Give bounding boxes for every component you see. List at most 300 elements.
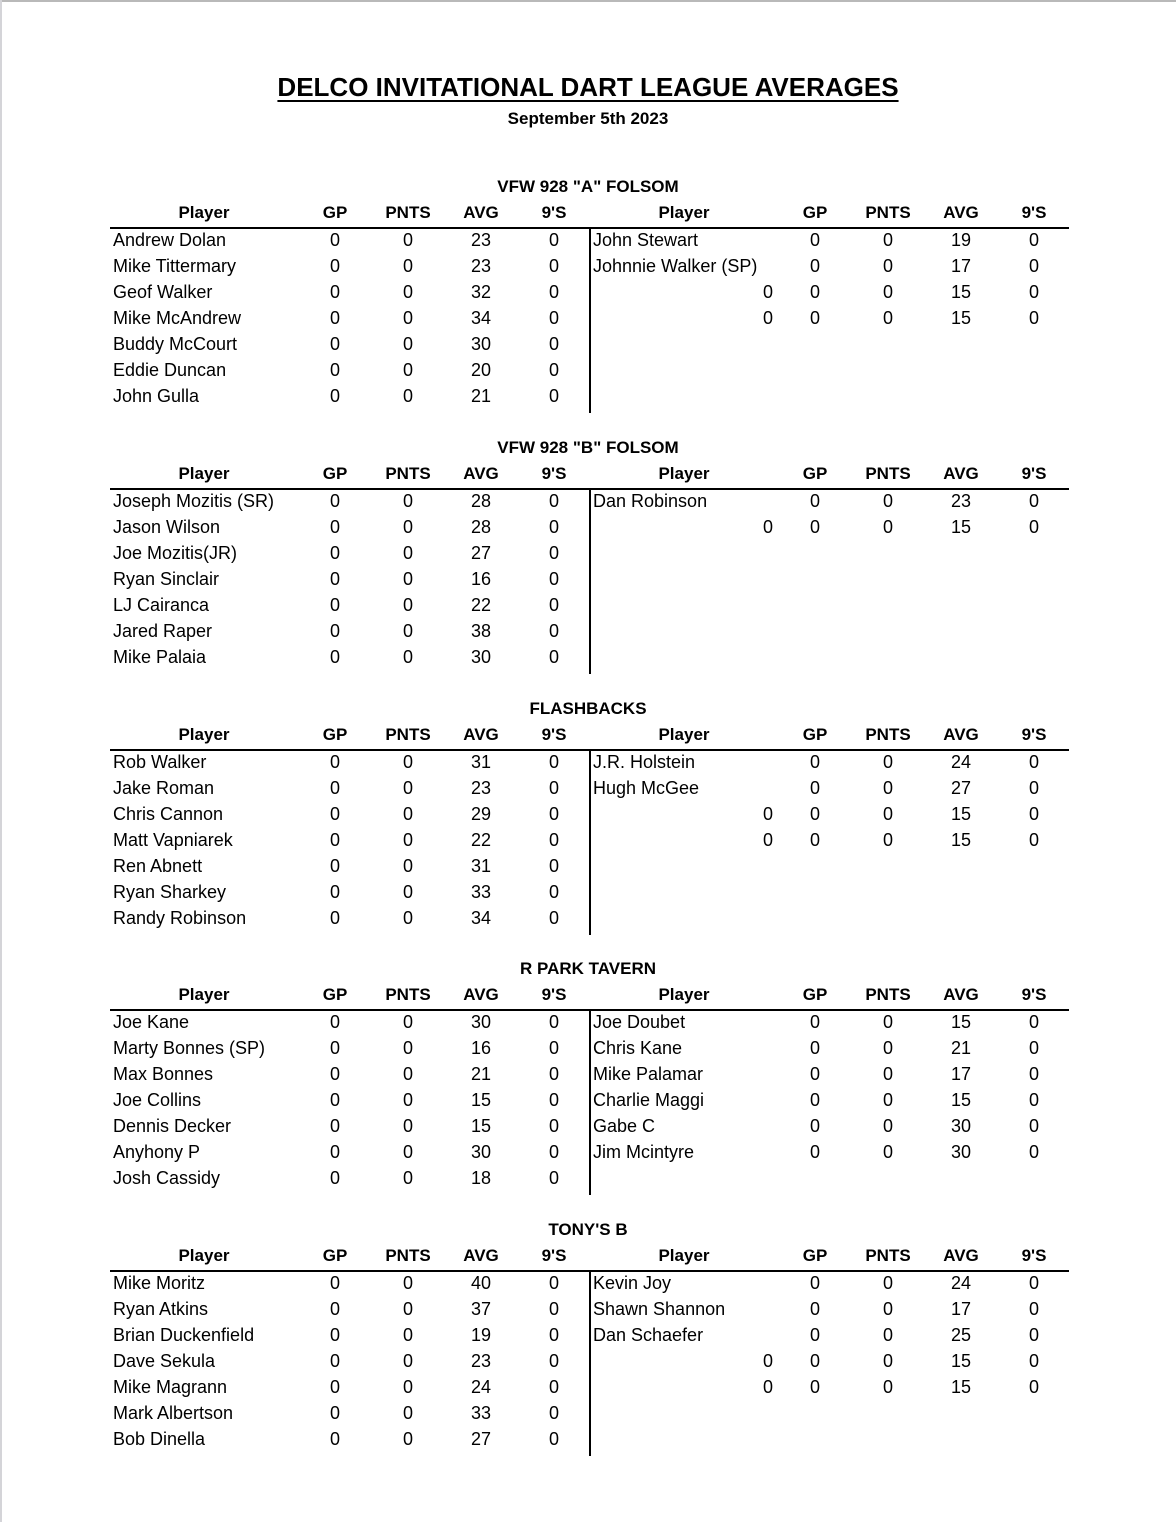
stat-gp: 0: [329, 1168, 340, 1188]
column-header-player: Player: [658, 725, 710, 744]
stat-pnts: 0: [402, 230, 413, 250]
stat-avg: 32: [470, 282, 492, 302]
column-header-avg: AVG: [943, 464, 979, 483]
stat-avg: 24: [950, 752, 972, 772]
stat-avg: 17: [950, 1299, 972, 1319]
stat-avg: 23: [950, 491, 972, 511]
stat-gp: 0: [809, 830, 820, 850]
team-name: FLASHBACKS: [529, 699, 647, 718]
stat-gp: 0: [809, 1116, 820, 1136]
stat-avg: 15: [950, 308, 972, 328]
player-name: Ren Abnett: [113, 856, 203, 876]
player-name: Johnnie Walker (SP): [593, 256, 758, 276]
stat-gp: 0: [329, 647, 340, 667]
stat-avg: 23: [470, 230, 492, 250]
stat-pnts: 0: [882, 1351, 893, 1371]
stat-gp: 0: [329, 569, 340, 589]
column-header-player: Player: [178, 725, 230, 744]
stat-pnts: 0: [402, 595, 413, 615]
stat-avg: 22: [470, 595, 492, 615]
stat-nines: 0: [1028, 830, 1039, 850]
stat-pnts: 0: [882, 1142, 893, 1162]
stat-avg: 15: [950, 1377, 972, 1397]
stat-gp: 0: [329, 752, 340, 772]
stat-avg: 29: [470, 804, 492, 824]
stat-gp: 0: [329, 882, 340, 902]
team-name: VFW 928 "B" FOLSOM: [497, 438, 679, 457]
stat-pnts: 0: [402, 752, 413, 772]
column-header-avg: AVG: [463, 464, 499, 483]
stat-gp: 0: [329, 386, 340, 406]
stat-avg: 15: [950, 1012, 972, 1032]
team-section: [0, 959, 1176, 1219]
stat-gp: 0: [329, 1273, 340, 1293]
stat-pnts: 0: [402, 491, 413, 511]
player-name: Mike Palaia: [113, 647, 207, 667]
stat-pnts: 0: [402, 1351, 413, 1371]
column-header-pnts: PNTS: [385, 203, 431, 222]
stat-avg: 34: [470, 908, 492, 928]
column-header-avg: AVG: [943, 203, 979, 222]
player-name: Chris Cannon: [113, 804, 224, 824]
stat-pnts: 0: [882, 830, 893, 850]
stat-gp: 0: [329, 1116, 340, 1136]
column-header-avg: AVG: [463, 203, 499, 222]
stat-avg: 22: [470, 830, 492, 850]
stat-nines: 0: [548, 1299, 559, 1319]
column-header-gp: GP: [322, 725, 348, 744]
player-name: John Gulla: [113, 386, 200, 406]
player-name: Ryan Sinclair: [113, 569, 220, 589]
team-section: [0, 177, 1176, 437]
player-name: Brian Duckenfield: [113, 1325, 255, 1345]
stat-gp: 0: [809, 1064, 820, 1084]
stat-nines: 0: [1028, 1299, 1039, 1319]
stat-nines: 0: [1028, 1038, 1039, 1058]
column-header-pnts: PNTS: [865, 725, 911, 744]
column-header-pnts: PNTS: [865, 464, 911, 483]
stat-avg: 21: [950, 1038, 972, 1058]
stat-gp: 0: [329, 491, 340, 511]
column-header-avg: AVG: [943, 725, 979, 744]
column-divider: [589, 1011, 591, 1195]
column-divider: [589, 751, 591, 935]
stat-nines: 0: [548, 621, 559, 641]
column-header-pnts: PNTS: [865, 985, 911, 1004]
stat-gp: 0: [329, 360, 340, 380]
player-name-placeholder: 0: [762, 517, 773, 537]
stat-gp: 0: [329, 1090, 340, 1110]
stat-gp: 0: [809, 256, 820, 276]
stat-avg: 40: [470, 1273, 492, 1293]
stat-gp: 0: [809, 1377, 820, 1397]
column-divider: [589, 1272, 591, 1456]
stat-pnts: 0: [402, 1038, 413, 1058]
stat-avg: 23: [470, 778, 492, 798]
stat-pnts: 0: [402, 1012, 413, 1032]
column-header-avg: AVG: [463, 1246, 499, 1265]
stat-nines: 0: [1028, 1142, 1039, 1162]
stat-nines: 0: [548, 1403, 559, 1423]
stat-pnts: 0: [882, 308, 893, 328]
stat-pnts: 0: [882, 1012, 893, 1032]
stat-gp: 0: [329, 543, 340, 563]
stat-avg: 15: [950, 1351, 972, 1371]
stat-gp: 0: [329, 621, 340, 641]
player-name: Matt Vapniarek: [113, 830, 233, 850]
stat-avg: 31: [470, 856, 492, 876]
player-name: Jared Raper: [113, 621, 213, 641]
document-date: September 5th 2023: [507, 109, 669, 128]
player-name: Mike Tittermary: [113, 256, 237, 276]
player-name: Josh Cassidy: [113, 1168, 221, 1188]
column-header-player: Player: [658, 1246, 710, 1265]
player-name: Gabe C: [593, 1116, 656, 1136]
stat-pnts: 0: [402, 569, 413, 589]
stat-gp: 0: [329, 595, 340, 615]
stat-nines: 0: [548, 334, 559, 354]
stat-gp: 0: [809, 1012, 820, 1032]
stat-gp: 0: [329, 282, 340, 302]
player-name: Joe Collins: [113, 1090, 202, 1110]
stat-nines: 0: [548, 804, 559, 824]
stat-avg: 15: [950, 1090, 972, 1110]
stat-nines: 0: [548, 1273, 559, 1293]
column-header-nines: 9'S: [541, 203, 567, 222]
stat-nines: 0: [548, 778, 559, 798]
stat-pnts: 0: [402, 1273, 413, 1293]
stat-gp: 0: [329, 1038, 340, 1058]
stat-gp: 0: [329, 1377, 340, 1397]
stat-nines: 0: [548, 543, 559, 563]
column-header-gp: GP: [802, 1246, 828, 1265]
stat-nines: 0: [1028, 1325, 1039, 1345]
stat-avg: 27: [470, 1429, 492, 1449]
column-header-player: Player: [658, 464, 710, 483]
stat-avg: 17: [950, 1064, 972, 1084]
stat-pnts: 0: [402, 1116, 413, 1136]
column-header-nines: 9'S: [1021, 725, 1047, 744]
stat-avg: 15: [950, 830, 972, 850]
player-name: Mike Moritz: [113, 1273, 206, 1293]
stat-pnts: 0: [402, 804, 413, 824]
stat-pnts: 0: [402, 1429, 413, 1449]
stat-gp: 0: [809, 1351, 820, 1371]
stat-pnts: 0: [402, 778, 413, 798]
stat-nines: 0: [1028, 230, 1039, 250]
stat-avg: 28: [470, 517, 492, 537]
player-name: John Stewart: [593, 230, 699, 250]
player-name: Joe Mozitis(JR): [113, 543, 238, 563]
column-header-gp: GP: [322, 1246, 348, 1265]
player-name: Rob Walker: [113, 752, 207, 772]
stat-pnts: 0: [402, 256, 413, 276]
stat-avg: 37: [470, 1299, 492, 1319]
column-header-gp: GP: [322, 464, 348, 483]
column-header-pnts: PNTS: [385, 1246, 431, 1265]
stat-pnts: 0: [402, 386, 413, 406]
column-header-player: Player: [658, 203, 710, 222]
column-header-avg: AVG: [943, 1246, 979, 1265]
player-name: Jake Roman: [113, 778, 215, 798]
stat-avg: 30: [470, 647, 492, 667]
column-header-nines: 9'S: [541, 725, 567, 744]
player-name: Ryan Sharkey: [113, 882, 227, 902]
stat-nines: 0: [548, 595, 559, 615]
player-name: Buddy McCourt: [113, 334, 238, 354]
stat-nines: 0: [548, 230, 559, 250]
player-name: Kevin Joy: [593, 1273, 672, 1293]
player-name: Mike McAndrew: [113, 308, 242, 328]
stat-gp: 0: [809, 778, 820, 798]
player-name-placeholder: 0: [762, 308, 773, 328]
stat-gp: 0: [329, 1299, 340, 1319]
stat-nines: 0: [548, 1116, 559, 1136]
stat-pnts: 0: [882, 491, 893, 511]
stat-pnts: 0: [402, 1090, 413, 1110]
stat-nines: 0: [1028, 308, 1039, 328]
stat-nines: 0: [1028, 256, 1039, 276]
player-name-placeholder: 0: [762, 830, 773, 850]
stat-avg: 23: [470, 1351, 492, 1371]
stat-nines: 0: [548, 1038, 559, 1058]
player-name: Dennis Decker: [113, 1116, 232, 1136]
stat-gp: 0: [809, 1090, 820, 1110]
player-name: Dave Sekula: [113, 1351, 216, 1371]
stat-avg: 16: [470, 569, 492, 589]
stat-gp: 0: [809, 282, 820, 302]
stat-avg: 33: [470, 882, 492, 902]
player-name: Jason Wilson: [113, 517, 221, 537]
stat-gp: 0: [329, 1012, 340, 1032]
stat-gp: 0: [809, 230, 820, 250]
column-header-nines: 9'S: [541, 464, 567, 483]
player-name: Mike Magrann: [113, 1377, 228, 1397]
stat-pnts: 0: [402, 908, 413, 928]
stat-nines: 0: [1028, 1351, 1039, 1371]
stat-pnts: 0: [882, 1090, 893, 1110]
player-name: Anyhony P: [113, 1142, 201, 1162]
column-header-avg: AVG: [463, 725, 499, 744]
document-title: DELCO INVITATIONAL DART LEAGUE AVERAGES: [277, 72, 899, 102]
stat-pnts: 0: [882, 1273, 893, 1293]
column-header-nines: 9'S: [1021, 203, 1047, 222]
stat-pnts: 0: [882, 778, 893, 798]
player-name: Dan Schaefer: [593, 1325, 704, 1345]
stat-pnts: 0: [882, 752, 893, 772]
column-header-pnts: PNTS: [865, 1246, 911, 1265]
column-header-avg: AVG: [463, 985, 499, 1004]
stat-gp: 0: [329, 1429, 340, 1449]
stat-nines: 0: [1028, 804, 1039, 824]
stat-avg: 30: [470, 1012, 492, 1032]
player-name: Ryan Atkins: [113, 1299, 209, 1319]
stat-avg: 19: [950, 230, 972, 250]
stat-nines: 0: [548, 282, 559, 302]
column-header-nines: 9'S: [1021, 464, 1047, 483]
stat-nines: 0: [548, 256, 559, 276]
stat-gp: 0: [329, 830, 340, 850]
stat-nines: 0: [548, 1325, 559, 1345]
column-header-gp: GP: [802, 203, 828, 222]
stat-gp: 0: [329, 308, 340, 328]
stat-nines: 0: [1028, 1090, 1039, 1110]
stat-avg: 25: [950, 1325, 972, 1345]
stat-pnts: 0: [402, 282, 413, 302]
stat-nines: 0: [548, 1351, 559, 1371]
player-name: Joseph Mozitis (SR): [113, 491, 275, 511]
player-name: J.R. Holstein: [593, 752, 696, 772]
column-header-player: Player: [178, 1246, 230, 1265]
player-name: Marty Bonnes (SP): [113, 1038, 266, 1058]
stat-avg: 17: [950, 256, 972, 276]
stat-avg: 24: [470, 1377, 492, 1397]
stat-pnts: 0: [402, 621, 413, 641]
player-name: Mark Albertson: [113, 1403, 234, 1423]
player-name: Hugh McGee: [593, 778, 700, 798]
column-header-avg: AVG: [943, 985, 979, 1004]
player-name: Jim Mcintyre: [593, 1142, 695, 1162]
team-section: [0, 699, 1176, 959]
stat-avg: 30: [470, 1142, 492, 1162]
stat-nines: 0: [548, 856, 559, 876]
stat-gp: 0: [329, 1064, 340, 1084]
column-header-pnts: PNTS: [385, 464, 431, 483]
team-name: VFW 928 "A" FOLSOM: [497, 177, 679, 196]
stat-pnts: 0: [402, 1168, 413, 1188]
stat-nines: 0: [548, 569, 559, 589]
stat-nines: 0: [1028, 1377, 1039, 1397]
stat-pnts: 0: [882, 256, 893, 276]
stat-nines: 0: [548, 647, 559, 667]
stat-gp: 0: [809, 752, 820, 772]
stat-gp: 0: [809, 1273, 820, 1293]
stat-pnts: 0: [402, 830, 413, 850]
stat-avg: 28: [470, 491, 492, 511]
player-name: LJ Cairanca: [113, 595, 210, 615]
stat-gp: 0: [329, 256, 340, 276]
stat-gp: 0: [329, 517, 340, 537]
player-name: Mike Palamar: [593, 1064, 704, 1084]
stat-nines: 0: [548, 830, 559, 850]
column-header-gp: GP: [802, 985, 828, 1004]
player-name-placeholder: 0: [762, 282, 773, 302]
stat-nines: 0: [548, 752, 559, 772]
team-name: R PARK TAVERN: [520, 959, 656, 978]
stat-avg: 18: [470, 1168, 492, 1188]
column-header-pnts: PNTS: [385, 725, 431, 744]
player-name-placeholder: 0: [762, 1351, 773, 1371]
player-name: Andrew Dolan: [113, 230, 227, 250]
stat-gp: 0: [329, 804, 340, 824]
column-header-player: Player: [658, 985, 710, 1004]
stat-pnts: 0: [882, 1116, 893, 1136]
stat-gp: 0: [809, 517, 820, 537]
stat-avg: 34: [470, 308, 492, 328]
stat-nines: 0: [548, 1168, 559, 1188]
stat-gp: 0: [809, 1299, 820, 1319]
player-name: Eddie Duncan: [113, 360, 227, 380]
column-header-nines: 9'S: [1021, 1246, 1047, 1265]
player-name-placeholder: 0: [762, 1377, 773, 1397]
stat-nines: 0: [1028, 778, 1039, 798]
stat-avg: 24: [950, 1273, 972, 1293]
column-header-gp: GP: [802, 725, 828, 744]
stat-gp: 0: [329, 908, 340, 928]
stat-pnts: 0: [402, 308, 413, 328]
stat-nines: 0: [548, 908, 559, 928]
stat-gp: 0: [329, 1325, 340, 1345]
stat-pnts: 0: [402, 543, 413, 563]
stat-gp: 0: [809, 1142, 820, 1162]
column-header-nines: 9'S: [1021, 985, 1047, 1004]
stat-avg: 38: [470, 621, 492, 641]
stat-pnts: 0: [882, 1038, 893, 1058]
stat-nines: 0: [548, 308, 559, 328]
stat-nines: 0: [1028, 1116, 1039, 1136]
stat-pnts: 0: [402, 1377, 413, 1397]
stat-nines: 0: [548, 360, 559, 380]
stat-pnts: 0: [882, 1299, 893, 1319]
stat-avg: 27: [950, 778, 972, 798]
column-header-pnts: PNTS: [865, 203, 911, 222]
stat-avg: 20: [470, 360, 492, 380]
column-header-player: Player: [178, 985, 230, 1004]
column-header-gp: GP: [322, 203, 348, 222]
stat-avg: 31: [470, 752, 492, 772]
stat-nines: 0: [548, 1429, 559, 1449]
stat-avg: 19: [470, 1325, 492, 1345]
stat-gp: 0: [329, 1142, 340, 1162]
stat-pnts: 0: [882, 517, 893, 537]
player-name-placeholder: 0: [762, 804, 773, 824]
stat-pnts: 0: [402, 856, 413, 876]
stat-avg: 15: [470, 1116, 492, 1136]
team-section: [0, 438, 1176, 698]
stat-pnts: 0: [402, 882, 413, 902]
player-name: Charlie Maggi: [593, 1090, 705, 1110]
stat-gp: 0: [329, 334, 340, 354]
stat-avg: 27: [470, 543, 492, 563]
stat-avg: 15: [950, 517, 972, 537]
player-name: Chris Kane: [593, 1038, 683, 1058]
stat-nines: 0: [548, 1012, 559, 1032]
player-name: Joe Doubet: [593, 1012, 686, 1032]
stat-nines: 0: [548, 386, 559, 406]
stat-pnts: 0: [402, 517, 413, 537]
stat-nines: 0: [548, 1090, 559, 1110]
stat-avg: 16: [470, 1038, 492, 1058]
stat-nines: 0: [1028, 1012, 1039, 1032]
stat-nines: 0: [548, 1377, 559, 1397]
stat-avg: 33: [470, 1403, 492, 1423]
stat-gp: 0: [809, 308, 820, 328]
stat-nines: 0: [1028, 282, 1039, 302]
stat-nines: 0: [1028, 1064, 1039, 1084]
stat-avg: 15: [950, 804, 972, 824]
stat-nines: 0: [548, 491, 559, 511]
stat-pnts: 0: [402, 1299, 413, 1319]
stat-nines: 0: [1028, 1273, 1039, 1293]
stat-avg: 23: [470, 256, 492, 276]
stat-gp: 0: [329, 856, 340, 876]
stat-gp: 0: [329, 778, 340, 798]
stat-pnts: 0: [882, 230, 893, 250]
column-header-player: Player: [178, 464, 230, 483]
player-name: Shawn Shannon: [593, 1299, 726, 1319]
stat-pnts: 0: [402, 1325, 413, 1345]
team-name: TONY'S B: [548, 1220, 628, 1239]
